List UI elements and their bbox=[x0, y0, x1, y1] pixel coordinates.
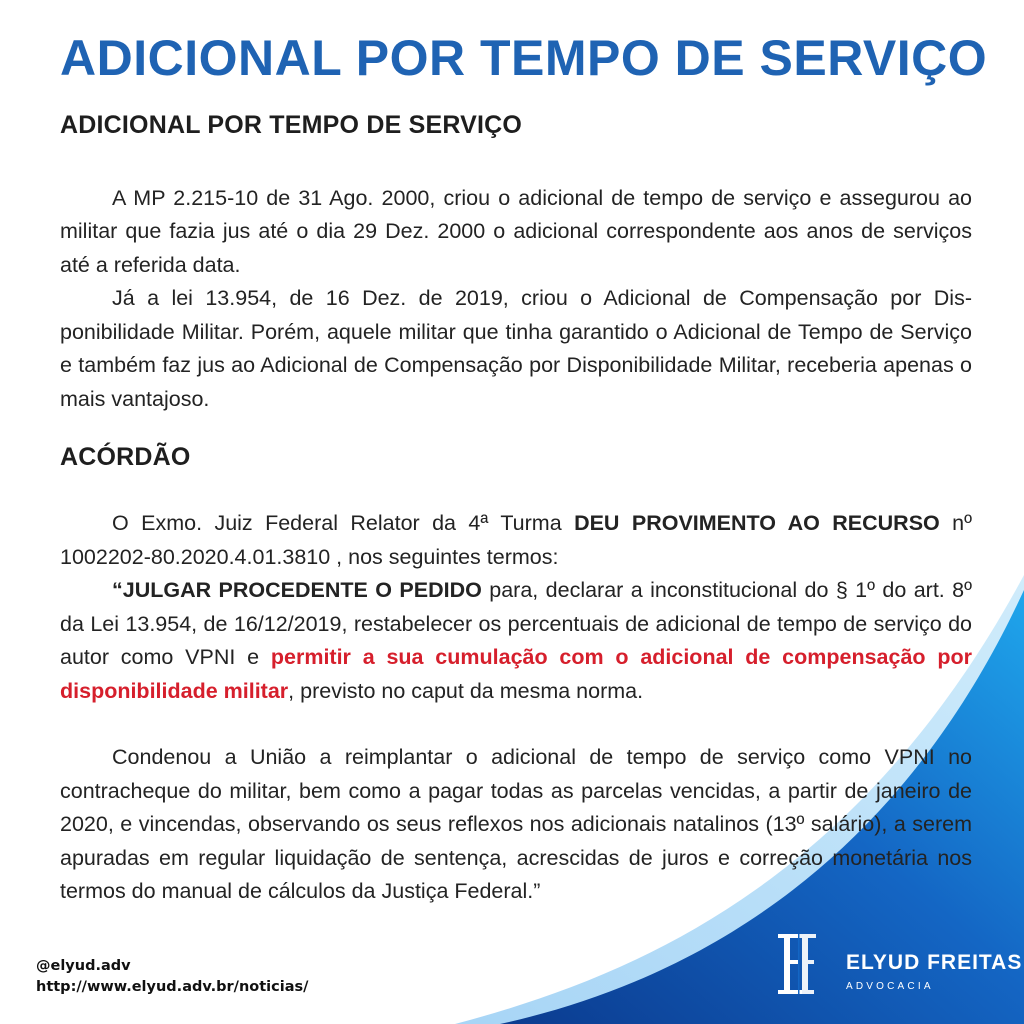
instagram-handle: @elyud.adv bbox=[36, 958, 131, 974]
cumulacao-highlight: permitir a sua cumulação com o adicional de compensação por disponibilidade militar bbox=[60, 645, 972, 703]
website-url: http://www.elyud.adv.br/noticias/ bbox=[36, 979, 309, 995]
recurso-number-text: nº 1002202-80.2020.4.01.3810 , nos seguintes termos: bbox=[60, 511, 972, 569]
logo-name: ELYUD FREITAS bbox=[846, 951, 1023, 974]
julgar-text: para, declarar a inconstitucional do § 1º do art. 8º da Lei 13.954, de 16/12/2019, restabelecer os percentuais de adicional de tempo de serviço do autor como VPNI e bbox=[60, 578, 972, 669]
logo-subtitle: ADVOCACIA bbox=[846, 981, 934, 992]
julgar-bold: “JULGAR PROCEDENTE O PEDIDO bbox=[112, 578, 482, 602]
main-title: ADICIONAL POR TEMPO DE SERVIÇO bbox=[60, 30, 988, 86]
relator-text: O Exmo. Juiz Federal Relator da 4ª Turma bbox=[112, 511, 575, 535]
paragraph-julgar bbox=[60, 574, 972, 708]
brand-logo bbox=[768, 930, 1022, 998]
paragraph-relator bbox=[60, 507, 972, 574]
provimento-bold: DEU PROVIMENTO AO RECURSO bbox=[574, 511, 940, 535]
julgar-end-text: , previsto no caput da mesma norma. bbox=[288, 678, 644, 703]
paragraph-mp: A MP 2.215-10 de 31 Ago. 2000, criou o adicional de tempo de serviço e assegurou ao militar que fazia jus até o dia 29 Dez. 2000 o adicional correspondente aos anos de serviços até a referida data. bbox=[60, 185, 972, 277]
footer-contact bbox=[36, 956, 308, 998]
section-heading-adicional: ADICIONAL POR TEMPO DE SERVIÇO bbox=[60, 110, 523, 139]
ef-monogram-icon bbox=[768, 930, 840, 998]
paragraph-condenou: Condenou a União a reimplantar o adicional de tempo de serviço como VPNI no contracheque do militar, bem como a pagar todas as parcelas vencidas, a partir de janeiro de 2020, e vincendas, observando os seus reflexos nos adicionais natalinos (13º salário), a serem apuradas em regular liquidação de sentença, acrescidas de juros e correção monetária nos termos do manual de cálculos da Justiça Federal.” bbox=[60, 745, 972, 903]
paragraph-lei: Já a lei 13.954, de 16 Dez. de 2019, criou o Adicional de Compensação por Disponibilidade Militar. Porém, aquele militar que tinha garantido o Adicional de Tempo de Serviço e também faz jus ao Adicional de Compensação por Disponibilidade Militar, receberia apenas o mais vantajoso. bbox=[60, 286, 972, 411]
document-content bbox=[60, 30, 988, 909]
section-heading-acordao: ACÓRDÃO bbox=[60, 443, 191, 471]
